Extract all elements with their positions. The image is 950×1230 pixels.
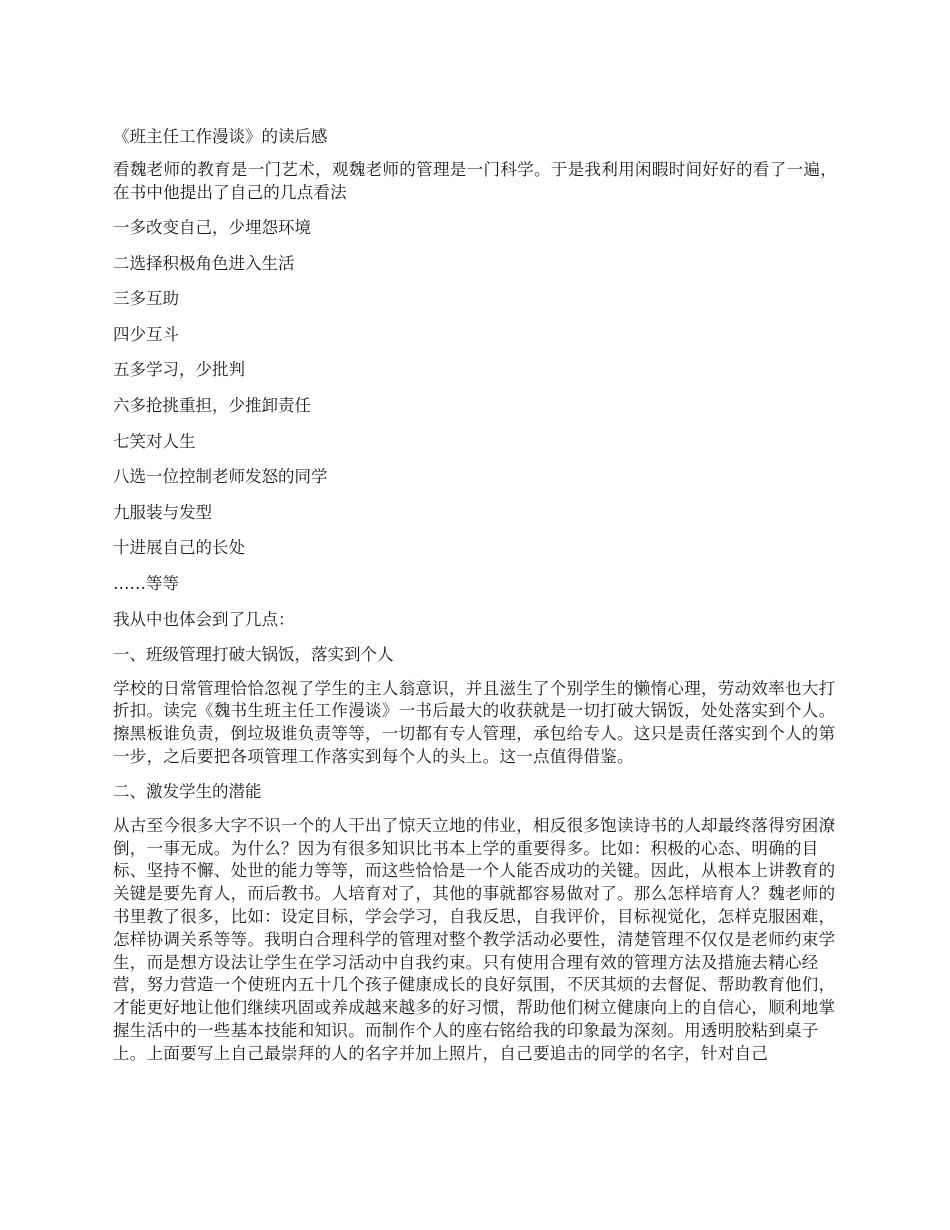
- document-page: [113, 124, 837, 1076]
- point-item: 二选择积极角色进入生活: [113, 253, 295, 273]
- point-item: 六多抢挑重担，少推卸责任: [113, 395, 311, 415]
- intro-paragraph: 看魏老师的教育是一门艺术，观魏老师的管理是一门科学。于是我利用闲暇时间好好的看了一遍，在书中他提出了自己的几点看法: [113, 160, 837, 202]
- points-list: [113, 216, 837, 596]
- document-title: 《班主任工作漫谈》的读后感: [113, 127, 328, 146]
- section-body: 学校的日常管理恰恰忽视了学生的主人翁意识，并且滋生了个别学生的懒惰心理，劳动效率也大打折扣。读完《魏书生班主任工作漫谈》一书后最大的收获就是一切打破大锅饭，处处落实到个人。擦黑板谁负责，倒垃圾谁负责等等，一切都有专人管理，承包给专人。这只是责任落实到个人的第一步，之后要把各项管理工作落实到每个人的头上。这一点值得借鉴。: [113, 678, 836, 766]
- point-item: 四少互斗: [113, 324, 179, 344]
- point-item: 一多改变自己，少埋怨环境: [113, 218, 311, 237]
- point-item: ……等等: [113, 573, 179, 593]
- point-item: 三多互助: [113, 289, 179, 309]
- section-heading: 二、激发学生的潜能: [113, 781, 262, 801]
- section-heading: 一、班级管理打破大锅饭，落实到个人: [113, 644, 394, 664]
- point-item: 七笑对人生: [113, 431, 196, 451]
- point-item: 八选一位控制老师发怒的同学: [113, 467, 328, 487]
- point-item: 五多学习，少批判: [113, 360, 245, 380]
- point-item: 九服装与发型: [113, 502, 212, 522]
- point-item: 十进展自己的长处: [113, 538, 245, 558]
- section-body: 从古至今很多大字不识一个的人干出了惊天立地的伟业，相反很多饱读诗书的人却最终落得穷困潦倒，一事无成。为什么？因为有很多知识比书本上学的重要得多。比如：积极的心态、明确的目标、坚持不懈、处世的能力等等，而这些恰恰是一个人能否成功的关键。因此，从根本上讲教育的关键是要先育人，而后教书。人培育对了，其他的事就都容易做对了。那么怎样培育人？魏老师的书里教了很多，比如：设定目标，学会学习，自我反思，自我评价，目标视觉化，怎样克服困难，怎样协调关系等等。我明白合理科学的管理对整个教学活动必要性，清楚管理不仅仅是老师约束学生，而是想方设法让学生在学习活动中自我约束。只有使用合理有效的管理方法及措施去精心经营，努力营造一个使班内五十几个孩子健康成长的良好氛围，不厌其烦的去督促、帮助教育他们，才能更好地让他们继续巩固或养成越来越多的好习惯，帮助他们树立健康向上的自信心，顺利地掌握生活中的一些基本技能和知识。而制作个人的座右铭给我的印象最为深刻。用透明胶粘到桌子上。上面要写上自己最崇拜的人的名字并加上照片，自己要追击的同学的名字，针对自己: [113, 815, 836, 1063]
- reflection-intro: 我从中也体会到了几点：: [113, 609, 295, 629]
